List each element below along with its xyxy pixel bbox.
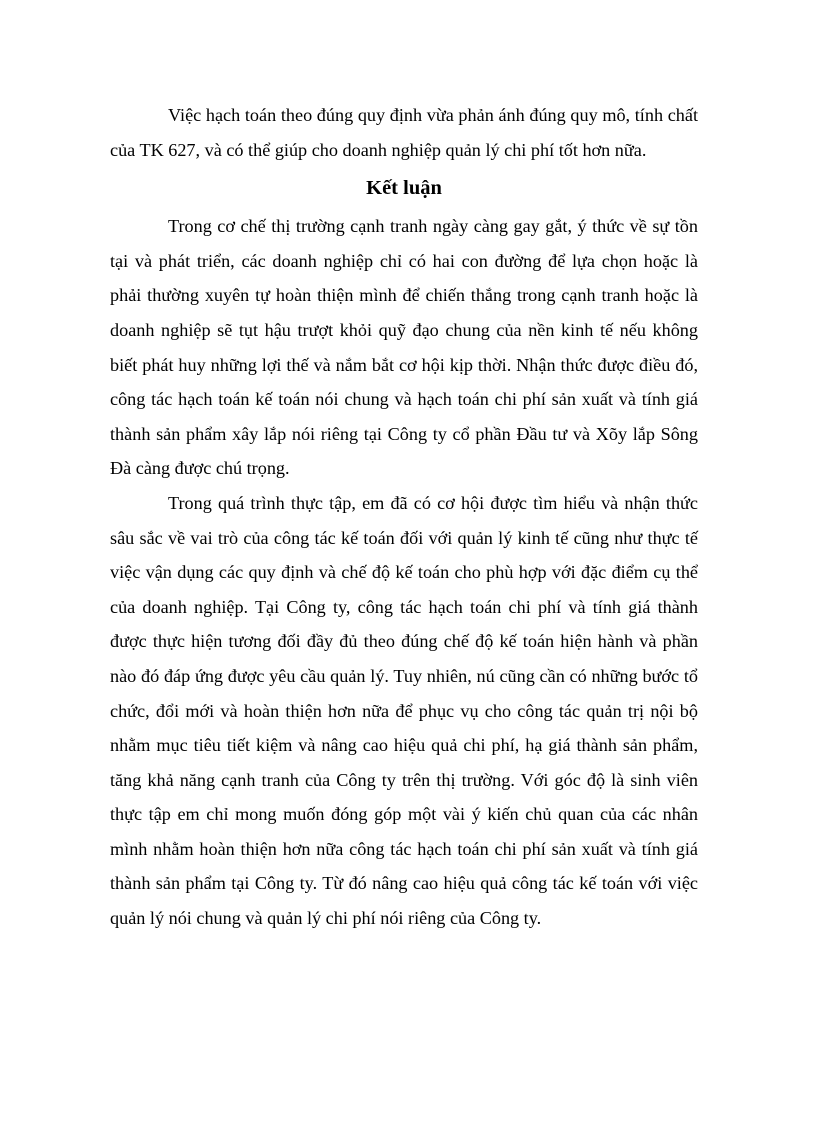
- paragraph-conclusion-2: Trong quá trình thực tập, em đã có cơ hội được tìm hiểu và nhận thức sâu sắc về vai trò của công tác kế toán đối với quản lý kinh tế cũng như thực tế việc vận dụng các quy định và chế độ kế toán cho phù hợp với đặc điểm cụ thể của doanh nghiệp. Tại Công ty, công tác hạch toán chi phí và tính giá thành được thực hiện tương đối đầy đủ theo đúng chế độ kế toán hiện hành và phần nào đó đáp ứng được yêu cầu quản lý. Tuy nhiên, nú cũng cần có những bước tổ chức, đổi mới và hoàn thiện hơn nữa để phục vụ cho công tác quản trị nội bộ nhằm mục tiêu tiết kiệm và nâng cao hiệu quả chi phí, hạ giá thành sản phẩm, tăng khả năng cạnh tranh của Công ty trên thị trường. Với góc độ là sinh viên thực tập em chỉ mong muốn đóng góp một vài ý kiến chủ quan của các nhân mình nhằm hoàn thiện hơn nữa công tác hạch toán chi phí sản xuất và tính giá thành sản phẩm tại Công ty. Từ đó nâng cao hiệu quả công tác kế toán với việc quản lý nói chung và quản lý chi phí nói riêng của Công ty.: [110, 492, 698, 929]
- section-heading-ket-luan: Kết luận: [366, 177, 442, 200]
- paragraph-tk627: Việc hạch toán theo đúng quy định vừa phản ánh đúng quy mô, tính chất của TK 627, và có thể giúp cho doanh nghiệp quản lý chi phí tốt hơn nữa.: [110, 105, 698, 160]
- document-page: [110, 98, 698, 936]
- paragraph-conclusion-1: Trong cơ chế thị trường cạnh tranh ngày càng gay gắt, ý thức về sự tồn tại và phát triển, các doanh nghiệp chỉ có hai con đường để lựa chọn hoặc là phải thường xuyên tự hoàn thiện mình để chiến thắng trong cạnh tranh hoặc là doanh nghiệp sẽ tụt hậu trượt khỏi quỹ đạo chung của nền kinh tế nếu không biết phát huy những lợi thế và nắm bắt cơ hội kịp thời. Nhận thức được điều đó, công tác hạch toán kế toán nói chung và hạch toán chi phí sản xuất và tính giá thành sản phẩm xây lắp nói riêng tại Công ty cổ phần Đầu tư và Xõy lắp Sông Đà càng được chú trọng.: [110, 216, 698, 479]
